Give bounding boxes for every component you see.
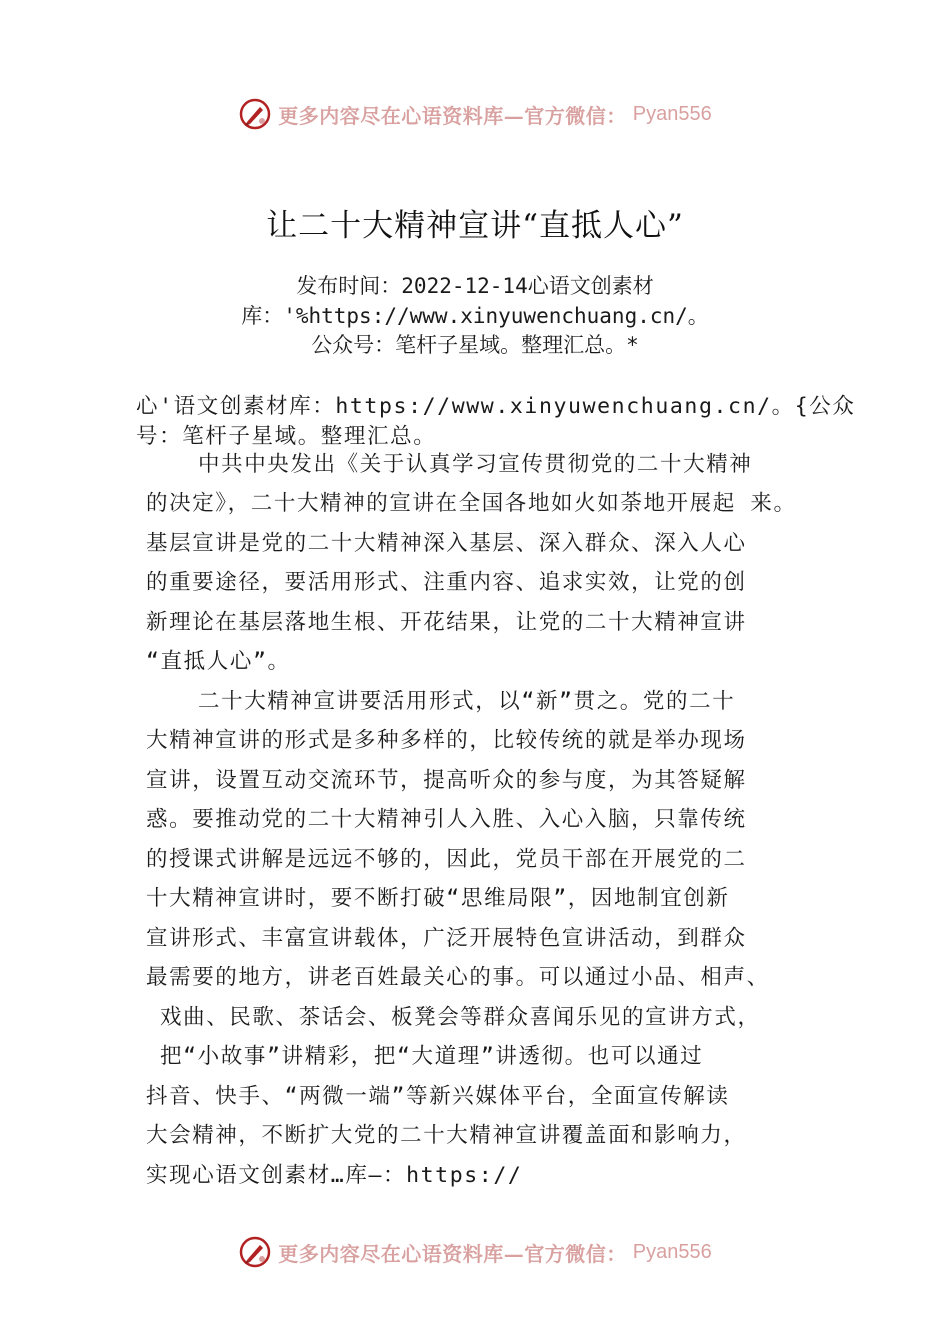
body-line: 大会精神，不断扩大党的二十大精神宣讲覆盖面和影响力， <box>146 1123 747 1148</box>
footer-watermark-text: 更多内容尽在心语资料库—官方微信： <box>278 1241 627 1266</box>
header-wechat-id: Pyan556 <box>632 102 712 125</box>
public-account-info: 公众号：笔杆子星域。整理汇总。* <box>311 333 639 357</box>
body-line: 实现心语文创素材…库—：https:// <box>146 1163 523 1188</box>
body-line: 惑。要推动党的二十大精神引人入胜、入心入脑，只靠传统 <box>146 807 747 832</box>
body-line: 心'语文创素材库：https://www.xinyuwenchuang.cn/。{公众 <box>136 394 856 419</box>
body-line: 新理论在基层落地生根、开花结果，让党的二十大精神宣讲 <box>146 610 747 635</box>
footer-watermark <box>0 1232 950 1272</box>
body-line: 的重要途径，要活用形式、注重内容、追求实效，让党的创 <box>146 570 747 595</box>
body-line: 中共中央发出《关于认真学习宣传贯彻党的二十大精神 <box>198 452 753 477</box>
body-line: 二十大精神宣讲要活用形式，以“新”贯之。党的二十 <box>198 689 736 714</box>
body-line: 抖音、快手、“两微一端”等新兴媒体平台，全面宣传解读 <box>146 1084 730 1109</box>
body-line: 戏曲、民歌、茶话会、板凳会等群众喜闻乐见的宣讲方式， <box>160 1005 761 1030</box>
body-line: 宣讲形式、丰富宣讲载体，广泛开展特色宣讲活动，到群众 <box>146 926 747 951</box>
source-url-info: 库：'%https://www.xinyuwenchuang.cn/。 <box>241 304 709 328</box>
body-line: 宣讲，设置互动交流环节，提高听众的参与度，为其答疑解 <box>146 768 747 793</box>
body-line: 的决定》，二十大精神的宣讲在全国各地如火如荼地开展起 来。 <box>146 491 797 516</box>
page-title: 让二十大精神宣讲“直抵人心” <box>266 208 684 244</box>
body-line: 大精神宣讲的形式是多种多样的，比较传统的就是举办现场 <box>146 728 747 753</box>
body-line: 把“小故事”讲精彩，把“大道理”讲透彻。也可以通过 <box>160 1044 704 1069</box>
body-line: 十大精神宣讲时，要不断打破“思维局限”，因地制宜创新 <box>146 886 730 911</box>
footer-wechat-id: Pyan556 <box>632 1240 712 1263</box>
body-line: 的授课式讲解是远远不够的，因此，党员干部在开展党的二 <box>146 847 747 872</box>
body-line: 基层宣讲是党的二十大精神深入基层、深入群众、深入人心 <box>146 531 747 556</box>
body-line: “直抵人心”。 <box>146 649 291 674</box>
pen-logo-icon <box>238 1235 272 1269</box>
body-line: 号：笔杆子星域。整理汇总。 <box>136 424 437 449</box>
header-watermark-text: 更多内容尽在心语资料库—官方微信： <box>278 103 627 128</box>
publish-info: 发布时间：2022-12-14心语文创素材 <box>296 274 654 298</box>
pen-logo-icon <box>238 97 272 131</box>
header-watermark <box>0 94 950 134</box>
body-line: 最需要的地方，讲老百姓最关心的事。可以通过小品、相声、 <box>146 965 770 990</box>
